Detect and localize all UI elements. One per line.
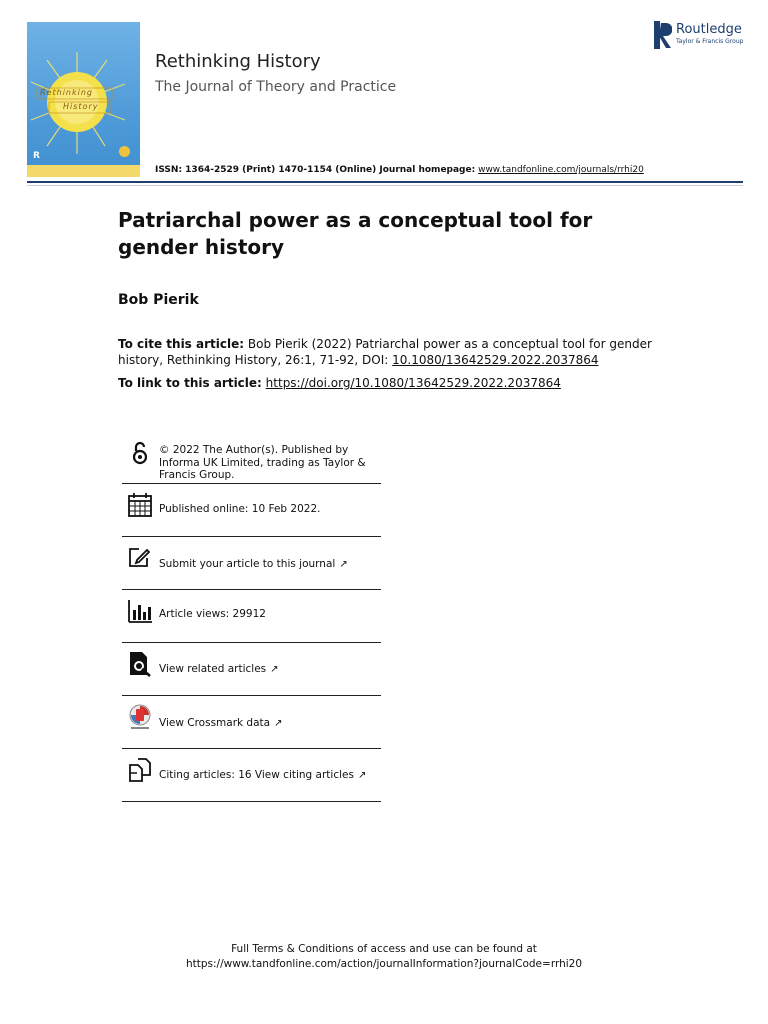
article-author: Bob Pierik bbox=[118, 292, 199, 308]
citation-block bbox=[118, 337, 678, 368]
cover-bottom-band bbox=[27, 165, 140, 177]
related-articles-link[interactable] bbox=[159, 663, 279, 677]
publisher-tagline: Taylor & Francis Group bbox=[676, 38, 744, 45]
routledge-r-icon bbox=[654, 21, 672, 49]
article-link-block bbox=[118, 376, 561, 390]
terms-line1: Full Terms & Conditions of access and use can be found at bbox=[231, 943, 537, 955]
related-articles-label: View related articles bbox=[159, 663, 267, 675]
journal-subtitle: The Journal of Theory and Practice bbox=[155, 79, 397, 95]
crossmark-label: View Crossmark data bbox=[159, 717, 271, 729]
external-link-icon: ↗ bbox=[339, 559, 348, 570]
cover-title-line1: Rethinking bbox=[40, 88, 93, 97]
cover-volume-badge bbox=[119, 146, 130, 157]
edit-icon bbox=[127, 545, 153, 571]
external-link-icon: ↗ bbox=[274, 718, 283, 729]
open-access-text: © 2022 The Author(s). Published by Informa UK Limited, trading as Taylor & Francis Group. bbox=[159, 444, 366, 481]
routledge-logo[interactable] bbox=[654, 21, 746, 51]
article-views-text: Article views: 29912 bbox=[159, 608, 266, 620]
submit-article-link[interactable] bbox=[159, 558, 348, 572]
open-access-row bbox=[122, 436, 381, 484]
header-rule-secondary bbox=[27, 185, 743, 186]
cover-title-line2: History bbox=[63, 102, 99, 111]
submit-article-label: Submit your article to this journal bbox=[159, 558, 336, 570]
external-link-icon: ↗ bbox=[357, 770, 367, 781]
article-info-list bbox=[122, 436, 381, 802]
cover-publisher-mark: R bbox=[33, 151, 40, 161]
journal-homepage-link[interactable]: www.tandfonline.com/journals/rrhi20 bbox=[478, 165, 644, 175]
calendar-icon bbox=[127, 492, 153, 518]
journal-title: Rethinking History bbox=[155, 51, 321, 72]
cite-label: To cite this article: bbox=[118, 337, 245, 351]
article-title: Patriarchal power as a conceptual tool for gender history bbox=[118, 208, 593, 259]
open-access-icon bbox=[127, 440, 153, 466]
citing-articles-label: Citing articles: 16 View citing articles bbox=[159, 769, 354, 781]
article-views-row bbox=[122, 590, 381, 643]
publisher-name: Routledge bbox=[676, 22, 742, 37]
submit-article-row[interactable] bbox=[122, 537, 381, 590]
header-rule bbox=[27, 181, 743, 183]
cite-text: Bob Pierik (2022) Patriarchal power as a conceptual tool for gender history, Rethinking History, 26:1, 71-92, DOI: bbox=[118, 337, 652, 367]
terms-url[interactable]: https://www.tandfonline.com/action/journalInformation?journalCode=rrhi20 bbox=[185, 958, 583, 970]
crossmark-icon bbox=[127, 704, 153, 730]
article-doi-link[interactable]: https://doi.org/10.1080/13642529.2022.2037864 bbox=[265, 376, 561, 390]
cite-doi-link[interactable]: 10.1080/13642529.2022.2037864 bbox=[392, 352, 599, 367]
published-date-text: Published online: 10 Feb 2022. bbox=[159, 503, 321, 515]
related-articles-row[interactable] bbox=[122, 643, 381, 696]
crossmark-row[interactable] bbox=[122, 696, 381, 749]
external-link-icon: ↗ bbox=[270, 664, 279, 675]
crossmark-link[interactable] bbox=[159, 717, 282, 731]
issn-line bbox=[155, 165, 644, 175]
link-label: To link to this article: bbox=[118, 376, 262, 390]
citing-articles-icon bbox=[127, 757, 153, 783]
published-row bbox=[122, 484, 381, 537]
citing-articles-link[interactable] bbox=[159, 769, 366, 783]
bar-chart-icon bbox=[127, 598, 153, 624]
document-search-icon bbox=[127, 651, 153, 677]
issn-label: ISSN: 1364-2529 (Print) 1470-1154 (Online) Journal homepage: bbox=[155, 165, 476, 175]
terms-footer bbox=[0, 942, 768, 972]
journal-cover-image bbox=[27, 22, 140, 177]
citing-articles-row[interactable] bbox=[122, 749, 381, 802]
